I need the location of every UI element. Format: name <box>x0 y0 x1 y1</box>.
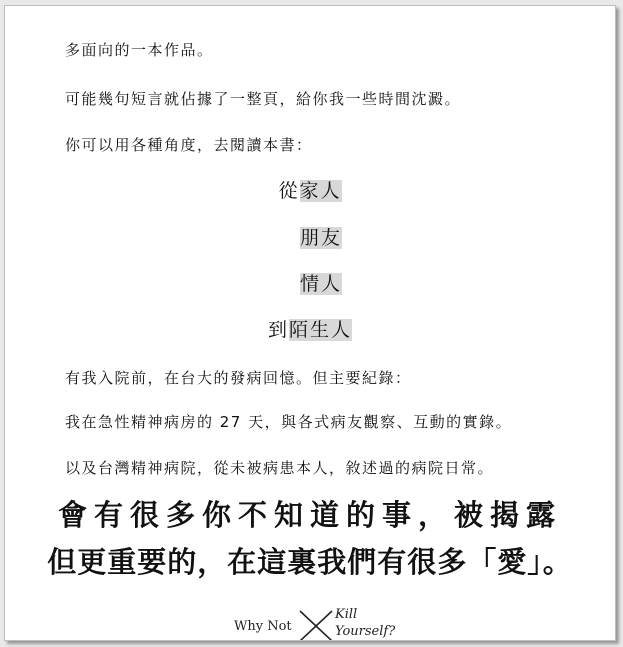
cross-mark-icon <box>298 609 334 641</box>
perspective-highlight: 朋友 <box>299 227 342 249</box>
headline-line-1: 會有很多你不知道的事，被揭露 <box>57 498 562 532</box>
logo-why-not: Why Not <box>234 619 292 634</box>
text-line: 可能幾句短言就佔據了一整頁，給你我一些時間沈澱。 <box>65 90 462 108</box>
perspective-highlight: 家人 <box>299 180 342 202</box>
text-line: 有我入院前，在台大的發病回憶。但主要紀錄： <box>65 369 412 387</box>
text-line: 以及台灣精神病院，從未被病患本人，敘述過的病院日常。 <box>65 459 495 477</box>
perspective-prefix: 到 <box>267 319 289 341</box>
logo-kill: Kill <box>335 607 358 622</box>
perspective-friends <box>5 223 615 250</box>
perspective-highlight: 情人 <box>299 273 342 295</box>
text-line: 我在急性精神病房的 27 天，與各式病友觀察、互動的實錄。 <box>65 413 513 431</box>
perspective-lover <box>5 269 615 296</box>
headline-line-2: 但更重要的，在這裏我們有很多「愛」。 <box>47 545 573 579</box>
perspective-prefix: 從 <box>278 180 300 202</box>
logo-yourself: Yourself? <box>335 624 396 639</box>
perspective-family <box>5 176 615 203</box>
perspective-stranger <box>5 315 615 342</box>
text-line: 你可以用各種角度，去閱讀本書： <box>65 136 313 154</box>
book-page <box>4 5 616 641</box>
text-line: 多面向的一本作品。 <box>65 41 214 59</box>
perspective-highlight: 陌生人 <box>289 319 353 341</box>
why-not-kill-yourself-logo <box>234 607 414 641</box>
